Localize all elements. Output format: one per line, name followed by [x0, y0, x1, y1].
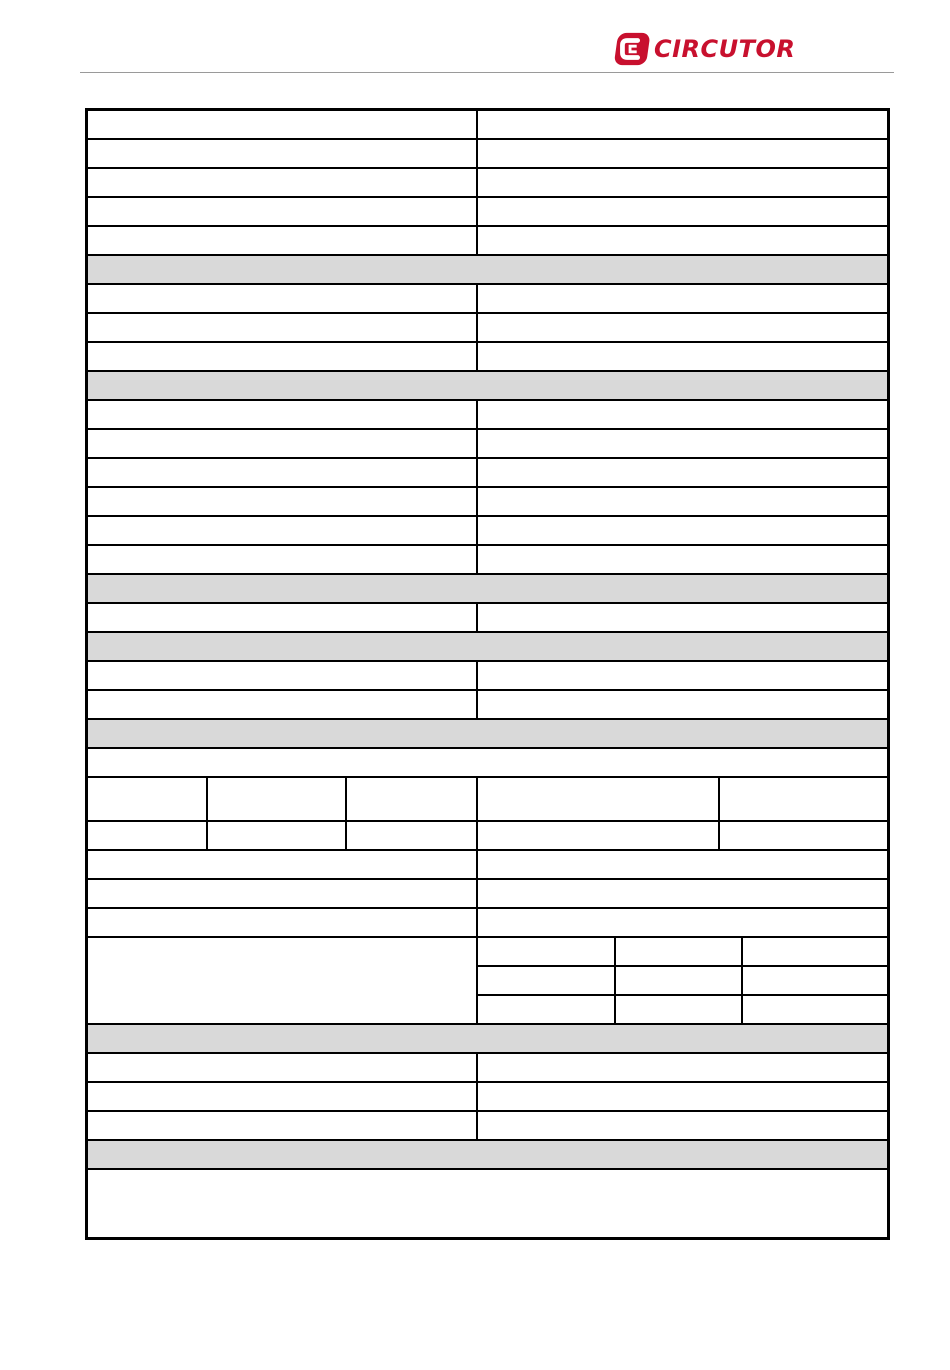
column-divider: [476, 967, 478, 996]
section-header-row: [88, 575, 887, 604]
column-divider: [476, 314, 478, 343]
form-row: [88, 401, 887, 430]
column-divider: [476, 851, 478, 880]
form-row: [88, 314, 887, 343]
column-divider: [741, 996, 743, 1025]
column-divider: [476, 909, 478, 938]
column-divider: [476, 517, 478, 546]
form-row: [88, 1054, 887, 1083]
section-header-row: [88, 372, 887, 401]
form-row: [88, 691, 887, 720]
form-row: [88, 662, 887, 691]
form-row: [88, 488, 887, 517]
column-divider: [476, 1054, 478, 1083]
form-row: [88, 198, 887, 227]
form-row: [88, 343, 887, 372]
form-row: [88, 851, 887, 880]
column-divider: [476, 140, 478, 169]
form-row: [88, 1112, 887, 1141]
column-divider: [614, 967, 616, 996]
column-divider: [476, 227, 478, 256]
form-row: [88, 459, 887, 488]
column-divider: [614, 996, 616, 1025]
form-row: [88, 227, 887, 256]
column-divider: [476, 691, 478, 720]
column-divider: [476, 111, 478, 140]
column-divider: [718, 822, 720, 851]
column-divider: [476, 401, 478, 430]
form-row: [88, 169, 887, 198]
section-header-row: [88, 1025, 887, 1054]
header-logo: [612, 29, 795, 69]
form-row: [88, 1170, 887, 1245]
data-form: [85, 108, 890, 1240]
column-divider: [206, 778, 208, 822]
column-divider: [476, 459, 478, 488]
column-divider: [476, 488, 478, 517]
column-divider: [741, 938, 743, 967]
form-row: [88, 546, 887, 575]
column-divider: [345, 778, 347, 822]
column-divider: [476, 169, 478, 198]
column-divider: [476, 1083, 478, 1112]
column-divider: [476, 198, 478, 227]
section-header-row: [88, 256, 887, 285]
column-divider: [476, 880, 478, 909]
brand-name: CIRCUTOR: [654, 35, 796, 63]
section-header-row: [88, 1141, 887, 1170]
column-divider: [614, 938, 616, 967]
form-row: [88, 938, 887, 967]
column-divider: [476, 938, 478, 967]
header-divider: [80, 72, 894, 73]
section-header-row: [88, 633, 887, 662]
column-divider: [476, 1112, 478, 1141]
column-divider: [476, 778, 478, 822]
column-divider: [476, 662, 478, 691]
form-row: [88, 517, 887, 546]
form-row: [88, 1083, 887, 1112]
column-divider: [476, 604, 478, 633]
column-divider: [476, 285, 478, 314]
column-divider: [206, 822, 208, 851]
form-row: [88, 880, 887, 909]
form-row: [88, 909, 887, 938]
column-divider: [476, 430, 478, 459]
section-header-row: [88, 720, 887, 749]
column-divider: [476, 343, 478, 372]
form-row: [88, 967, 887, 996]
form-row: [88, 140, 887, 169]
column-divider: [476, 546, 478, 575]
column-divider: [345, 822, 347, 851]
column-divider: [476, 822, 478, 851]
column-divider: [741, 967, 743, 996]
column-divider: [718, 778, 720, 822]
form-row: [88, 285, 887, 314]
form-row: [88, 749, 887, 778]
form-row: [88, 996, 887, 1025]
column-divider: [476, 996, 478, 1025]
form-row: [88, 430, 887, 459]
circutor-c-logo-icon: [612, 30, 650, 68]
form-row: [88, 111, 887, 140]
form-row: [88, 604, 887, 633]
